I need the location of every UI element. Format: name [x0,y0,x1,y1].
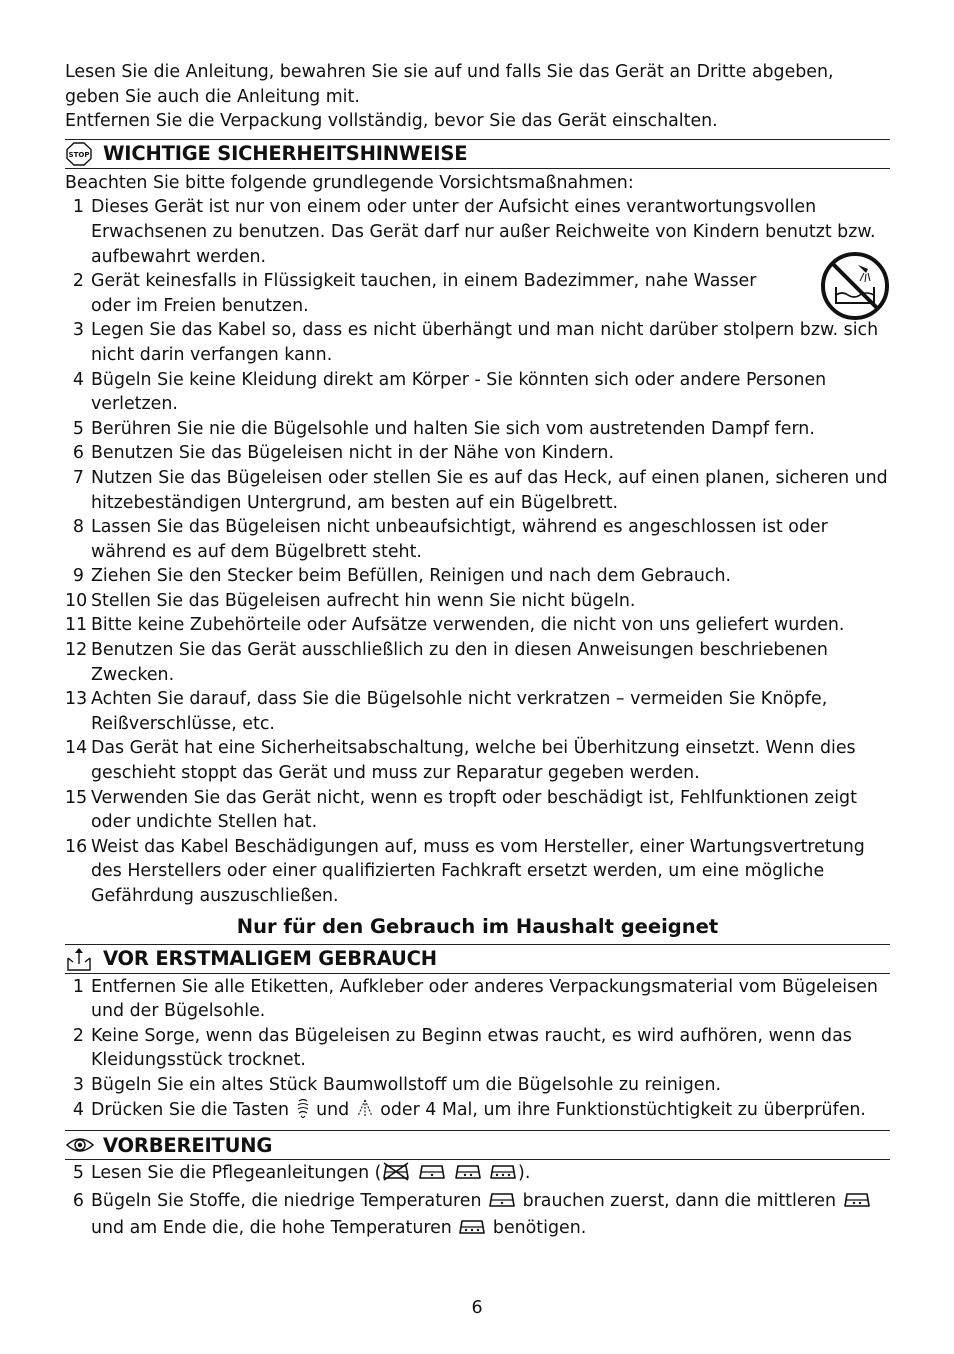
list-item: 5 Berühren Sie nie die Bügelsohle und halten Sie sich vom austretenden Dampf fern. [72,418,815,439]
svg-text:STOP: STOP [68,150,90,159]
list-item: 3 Bügeln Sie ein altes Stück Baumwollstoff um die Bügelsohle zu reinigen. [72,1074,722,1095]
first-use-section-header [65,944,890,974]
list-item: 6 Bügeln Sie Stoffe, die niedrige Temperaturen brauchen zuerst, dann die mittleren und am Ende die, die hohe Temperaturen benötigen. [65,1189,890,1244]
first-use-section-title: VOR ERSTMALIGEM GEBRAUCH [103,947,437,971]
list-item: 8 Lassen Sie das Bügeleisen nicht unbeaufsichtigt, während es angeschlossen ist oder während es auf dem Bügelbrett steht. [72,517,828,562]
iron-low-icon [487,1189,517,1217]
list-item: 4 Bügeln Sie keine Kleidung direkt am Körper - Sie könnten sich oder andere Personen verletzen. [72,369,827,415]
safety-section-header [65,139,890,169]
intro-paragraph-1: Lesen Sie die Anleitung, bewahren Sie sie auf und falls Sie das Gerät an Dritte abgeben, geben Sie auch die Anleitung mit. [65,62,834,107]
list-item: 4 Drücken Sie die Tasten und oder 4 Mal, um ihre Funktionstüchtigkeit zu überprüfen. [65,1098,890,1126]
list-item: 2 Keine Sorge, wenn das Bügeleisen zu Beginn etwas raucht, es wird aufhören, wenn das Kleidungsstück trocknet. [72,1025,852,1071]
household-note: Nur für den Gebrauch im Haushalt geeignet [236,914,719,938]
eye-icon [65,1132,95,1158]
list-item: 9 Ziehen Sie den Stecker beim Befüllen, Reinigen und nach dem Gebrauch. [72,566,732,587]
page-number: 6 [471,1298,483,1318]
iron-high-icon [488,1161,518,1189]
spray-icon [355,1098,375,1126]
list-item: 14 Das Gerät hat eine Sicherheitsabschaltung, welche bei Überhitzung einsetzt. Wenn dies geschieht stoppt das Gerät und muss zur Reparatur gegeben werden. [65,738,856,784]
steam-burst-icon [295,1098,311,1126]
safety-list [65,195,890,908]
no-iron-icon [381,1161,411,1189]
list-item: 5 Lesen Sie die Pflegeanleitungen ( ). [65,1161,890,1189]
list-item: 10 Stellen Sie das Bügeleisen aufrecht hin wenn Sie nicht bügeln. [65,590,636,611]
safety-lead: Beachten Sie bitte folgende grundlegende Vorsichtsmaßnahmen: [65,172,634,193]
list-item: 11 Bitte keine Zubehörteile oder Aufsätze verwenden, die nicht von uns geliefert wurden. [65,615,845,636]
safety-section-title: WICHTIGE SICHERHEITSHINWEISE [103,142,468,166]
iron-medium-icon [453,1161,483,1189]
list-item: 16 Weist das Kabel Beschädigungen auf, muss es vom Hersteller, einer Wartungsvertretung des Herstellers oder einer qualifizierten Fachkraft ersetzt werden, um eine mögliche Gefährdung auszuschließen. [65,836,865,906]
list-item: 6 Benutzen Sie das Bügeleisen nicht in der Nähe von Kindern. [72,443,614,464]
prep-section-title: VORBEREITUNG [103,1133,273,1157]
list-item: 15 Verwenden Sie das Gerät nicht, wenn es tropft oder beschädigt ist, Fehlfunktionen zeigt oder undichte Stellen hat. [65,787,857,833]
list-item: 3 Legen Sie das Kabel so, dass es nicht überhängt und man nicht darüber stolpern bzw. sich nicht darin verfangen kann. [72,320,879,365]
list-item: 1 Entfernen Sie alle Etiketten, Aufkleber oder anderes Verpackungsmaterial vom Bügeleisen und der Bügelsohle. [72,976,878,1022]
intro-text [65,60,890,134]
unpack-box-icon [65,946,95,972]
stop-icon [65,141,95,167]
prep-list [65,1161,890,1244]
iron-high-icon [457,1216,487,1244]
first-use-list [65,975,890,1126]
list-item: 2 Gerät keinesfalls in Flüssigkeit tauchen, in einem Badezimmer, nahe Wasser oder im Freien benutzen. [72,271,757,316]
list-item: 13 Achten Sie darauf, dass Sie die Bügelsohle nicht verkratzen – vermeiden Sie Knöpfe, Reißverschlüsse, etc. [65,689,828,734]
no-water-bath-icon [820,251,890,321]
iron-medium-icon [842,1189,872,1217]
list-item: 7 Nutzen Sie das Bügeleisen oder stellen Sie es auf das Heck, auf einen planen, sicheren und hitzebeständigen Untergrund, am besten auf ein Bügelbrett. [72,467,888,513]
list-item: 12 Benutzen Sie das Gerät ausschließlich zu den in diesen Anweisungen beschriebenen Zwecken. [65,640,828,685]
intro-paragraph-2: Entfernen Sie die Verpackung vollständig, bevor Sie das Gerät einschalten. [65,111,718,132]
prep-section-header [65,1130,890,1160]
iron-low-icon [417,1161,447,1189]
list-item: 1 Dieses Gerät ist nur von einem oder unter der Aufsicht eines verantwortungsvollen Erwachsenen zu benutzen. Das Gerät darf nur außer Reichweite von Kindern benutzt bzw. aufbewahrt werden. [72,197,876,267]
page-content [65,60,890,1244]
